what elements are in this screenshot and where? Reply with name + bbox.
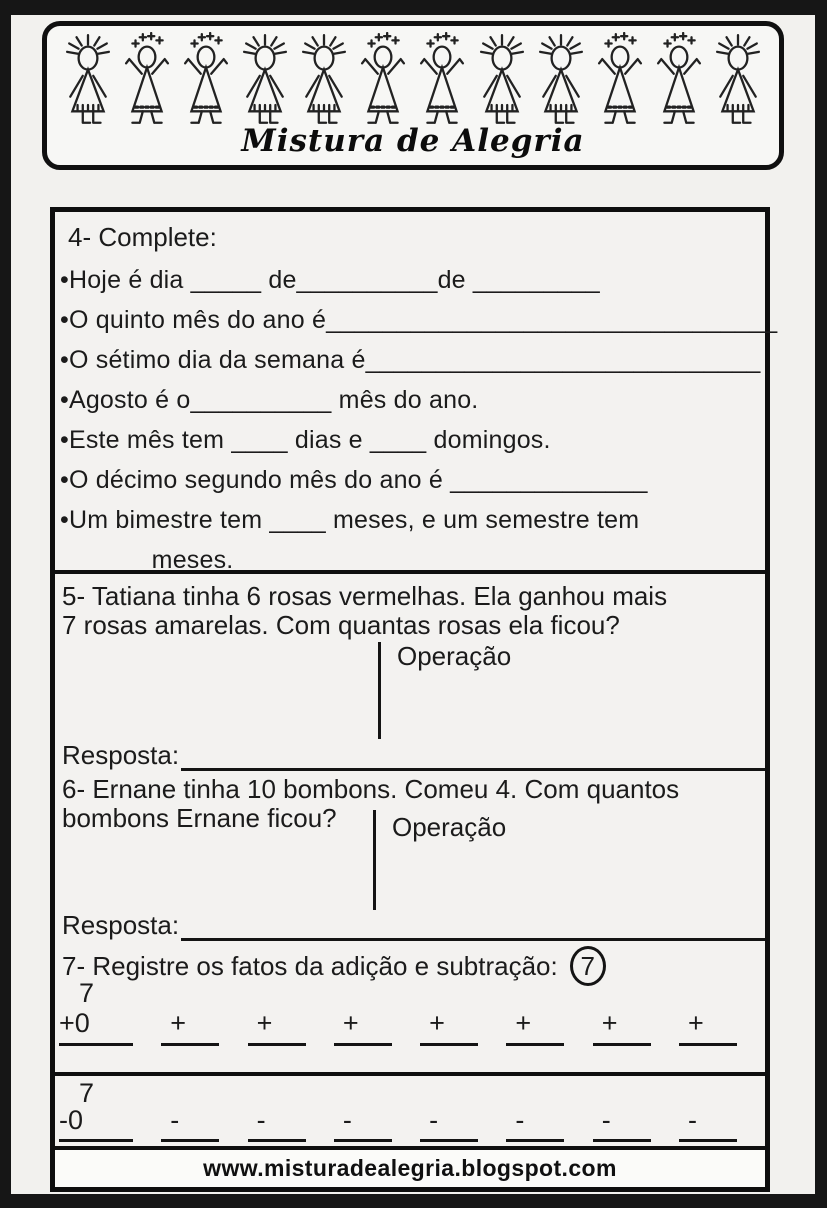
minus-sign: - (429, 1105, 439, 1135)
addend-top: 7 (79, 978, 95, 1008)
stick-figure-icon (417, 32, 467, 128)
fact-blank-line (334, 1139, 392, 1142)
answer-label: Resposta: (62, 910, 180, 940)
footer-url: www.misturadealegria.blogspot.com (203, 1155, 617, 1181)
subtraction-facts-row (59, 1080, 737, 1142)
fact-column (248, 1080, 306, 1142)
plus-sign: + (170, 1008, 187, 1038)
stick-figure-icon (240, 32, 290, 128)
plus-sign: + (601, 1008, 618, 1038)
answer-blank-line (181, 911, 765, 941)
fact-blank-line (161, 1043, 219, 1046)
stick-figure-icon (713, 32, 763, 128)
fact-column (679, 1080, 737, 1142)
problem-text: bombons Ernane ficou? (62, 803, 337, 833)
stick-figure-icon (181, 32, 231, 128)
operation-divider-line (373, 810, 376, 910)
exercise5-problem (62, 582, 667, 640)
right-frame-bar (815, 0, 827, 1208)
minus-sign: - (515, 1105, 525, 1135)
footer-bar (55, 1146, 765, 1187)
fact-blank-line (593, 1043, 651, 1046)
fill-in-line: •Um bimestre tem ____ meses, e um semestre tem (60, 506, 640, 534)
operation-label: Operação (392, 812, 507, 842)
problem-text: 6- Ernane tinha 10 bombons. Comeu 4. Com quantos (62, 774, 680, 804)
plus-sign: + (515, 1008, 532, 1038)
fact-column (506, 978, 564, 1046)
brand-title: Mistura de Alegria (241, 123, 585, 159)
fact-blank-line (248, 1043, 306, 1046)
fact-column (679, 978, 737, 1046)
exercise7-title: 7- Registre os fatos da adição e subtração: (62, 950, 558, 981)
exercise4-title: 4- Complete: (68, 222, 217, 252)
minus-sign: - (256, 1105, 266, 1135)
addition-facts-row (59, 978, 737, 1046)
fact-blank-line (593, 1139, 651, 1142)
answer-blank-line (181, 741, 765, 771)
fact-column (593, 978, 651, 1046)
section-divider (55, 570, 765, 574)
fact-column (161, 1080, 219, 1142)
problem-text: 7 rosas amarelas. Com quantas rosas ela ficou? (62, 610, 620, 640)
fact-column (420, 1080, 478, 1142)
fill-in-line: •Hoje é dia _____ de__________de _________ (60, 266, 600, 294)
minus-sign: - (601, 1105, 611, 1135)
minus-sign: - (170, 1105, 180, 1135)
bottom-frame-bar (0, 1194, 827, 1208)
left-frame-bar (0, 0, 11, 1208)
fact-column (420, 978, 478, 1046)
fact-blank-line (59, 1139, 133, 1142)
fact-blank-line (679, 1043, 737, 1046)
circled-number: 7 (570, 946, 606, 986)
plus-sign: + (687, 1008, 704, 1038)
fact-blank-line (506, 1043, 564, 1046)
answer-row (62, 910, 765, 941)
fact-blank-line (59, 1043, 133, 1046)
operator-label: -0 (59, 1105, 84, 1135)
fact-blank-line (334, 1043, 392, 1046)
answer-row (62, 740, 765, 771)
stick-figure-icon (595, 32, 645, 128)
fact-column (59, 978, 133, 1046)
fact-column (59, 1080, 133, 1142)
fact-column (334, 1080, 392, 1142)
answer-label: Resposta: (62, 740, 180, 770)
stick-figure-icon (654, 32, 704, 128)
minus-sign: - (342, 1105, 352, 1135)
problem-text: 5- Tatiana tinha 6 rosas vermelhas. Ela ganhou mais (62, 581, 668, 611)
top-frame-bar (0, 0, 827, 15)
exercise4-section (60, 260, 778, 580)
minus-sign: - (687, 1105, 697, 1135)
fill-in-line: •Agosto é o__________ mês do ano. (60, 386, 479, 414)
stick-figures-row (47, 26, 779, 128)
fact-column (506, 1080, 564, 1142)
fill-in-line: •O décimo segundo mês do ano é ______________ (60, 466, 648, 494)
fact-blank-line (679, 1139, 737, 1142)
fact-blank-line (420, 1043, 478, 1046)
plus-sign: + (429, 1008, 445, 1038)
minuend-top: 7 (79, 1078, 95, 1108)
plus-sign: + (342, 1008, 359, 1038)
fact-column (161, 978, 219, 1046)
fill-in-line: •O sétimo dia da semana é____________________________ (60, 346, 761, 374)
fact-column (334, 978, 392, 1046)
stick-figure-icon (122, 32, 172, 128)
stick-figure-icon (63, 32, 113, 128)
plus-sign: + (256, 1008, 273, 1038)
worksheet-frame (50, 207, 778, 1192)
fill-in-line: •O quinto mês do ano é________________________________ (60, 306, 778, 334)
stick-figure-icon (358, 32, 408, 128)
stick-figure-icon (477, 32, 527, 128)
fact-column (593, 1080, 651, 1142)
fill-in-line: _____ meses. (74, 546, 234, 574)
fact-blank-line (248, 1139, 306, 1142)
exercise6-problem (62, 775, 679, 833)
operation-label: Operação (397, 641, 512, 671)
fill-in-line: •Este mês tem ____ dias e ____ domingos. (60, 426, 551, 454)
fact-blank-line (161, 1139, 219, 1142)
header-banner (42, 21, 784, 170)
fact-blank-line (506, 1139, 564, 1142)
operator-label: +0 (59, 1008, 90, 1038)
fact-column (248, 978, 306, 1046)
section-divider (55, 1072, 765, 1076)
stick-figure-icon (299, 32, 349, 128)
operation-divider-line (378, 642, 381, 739)
fact-blank-line (420, 1139, 478, 1142)
stick-figure-icon (536, 32, 586, 128)
